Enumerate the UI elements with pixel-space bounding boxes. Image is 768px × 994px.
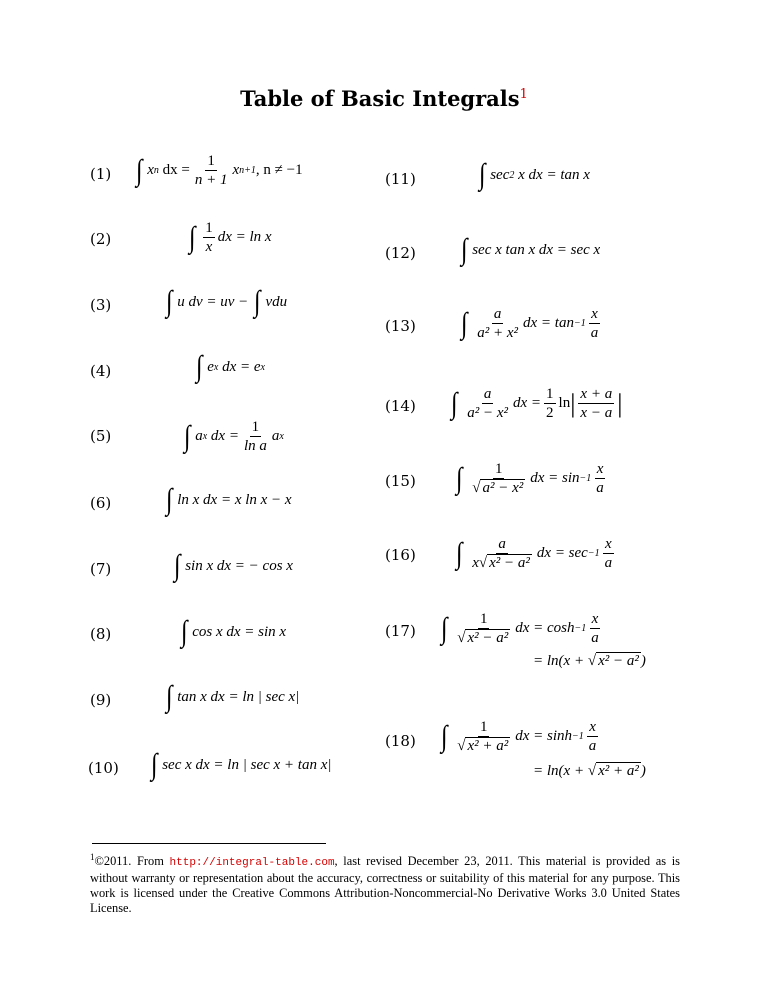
page-title: Table of Basic Integrals$^1$: [240, 86, 528, 111]
formula-1: ∫ x n dx = $\frac{1}{n + 1}$ x n+1 , n ≠ −1: [135, 153, 303, 188]
formula-18: ∫ 1 √ x² + a² dx = sinh −1 x a: [440, 719, 597, 754]
formula-12: ∫ sec x tan x dx = sec x: [460, 233, 601, 266]
eq-number-14: (14): [385, 397, 416, 415]
formula-18-line2: = ln(x + √ x² + a² ): [533, 762, 646, 779]
formula-10: ∫ sec x dx = ln | sec x + tan x|: [150, 748, 332, 781]
eq-number-6: (6): [90, 494, 112, 512]
fraction: 1 √ a² − x²: [472, 461, 524, 496]
integral-sign: ∫: [180, 615, 188, 648]
formula-17: ∫ 1 √ x² − a² dx = cosh −1 x a: [440, 611, 599, 646]
eq-number-5: (5): [90, 427, 112, 445]
fraction: x a: [588, 719, 597, 754]
integral-sign: ∫: [455, 536, 463, 570]
fraction: a a² − x²: [467, 386, 508, 421]
formula-2: ∫ 1 x dx = ln x: [188, 220, 272, 255]
title-footnote-mark[interactable]: 1: [519, 87, 528, 102]
integral-sign: ∫: [135, 153, 143, 187]
eq-number-11: (11): [385, 170, 416, 188]
integral-sign: ∫: [460, 233, 468, 266]
fraction: 1 √ x² + a²: [457, 719, 509, 754]
integral-sign: ∫: [188, 220, 196, 254]
integral-sign: ∫: [165, 285, 173, 318]
formula-4: ∫ e x dx = e x: [195, 350, 265, 383]
formula-16: ∫ a x√ x² − a² dx = sec −1 x a: [455, 536, 613, 571]
formula-7: ∫ sin x dx = − cos x: [173, 549, 293, 582]
footnote-link[interactable]: http://integral-table.com: [169, 857, 335, 870]
eq-number-4: (4): [90, 362, 112, 380]
fraction: $\frac{1}{n + 1}$: [194, 153, 228, 188]
eq-number-15: (15): [385, 472, 416, 490]
formula-15: ∫ 1 √ a² − x² dx = sin −1 x a: [455, 461, 604, 496]
formula-17-line2: = ln(x + √ x² − a² ): [533, 652, 646, 669]
fraction: $\frac{1}{\text{ln a}}$: [243, 419, 267, 454]
fraction: x a: [590, 306, 599, 341]
fraction: a x√ x² − a²: [472, 536, 530, 571]
fraction: 1 √ x² − a²: [457, 611, 509, 646]
fraction: x + a x − a: [580, 386, 613, 421]
eq-number-18: (18): [385, 732, 416, 750]
integral-sign: ∫: [173, 549, 181, 582]
footnote: $^1$©2011. From http://integral-table.com, last revised December 23, 2011. This material is provided as is without warranty or representation about the accuracy, correctness or suitability of this material for any purpose. This work is licensed under the Creative Commons Attribution-Noncommercial-No Derivative Works 3.0 United States License.: [90, 852, 680, 916]
eq-number-17: (17): [385, 622, 416, 640]
eq-number-12: (12): [385, 244, 416, 262]
formula-8: ∫ cos x dx = sin x: [180, 615, 287, 648]
formula-13: ∫ a a² + x² dx = tan −1 x a: [460, 306, 599, 341]
eq-number-13: (13): [385, 317, 416, 335]
fraction: x a: [591, 611, 599, 646]
integral-sign: ∫: [440, 719, 448, 753]
footnote-divider: [92, 843, 326, 844]
eq-number-9: (9): [90, 691, 112, 709]
eq-number-8: (8): [90, 625, 112, 643]
integral-sign: ∫: [455, 461, 463, 495]
formula-6: ∫ ln x dx = x ln x − x: [165, 483, 292, 516]
formula-3: ∫ u dv = uv − ∫ vdu: [165, 285, 288, 318]
fraction: $\frac{1}{2}$: [546, 386, 554, 421]
fraction: x a: [596, 461, 604, 496]
integral-sign: ∫: [460, 306, 468, 340]
integral-sign: ∫: [478, 158, 486, 191]
integral-sign: ∫: [195, 350, 203, 383]
fraction: x a: [604, 536, 613, 571]
integral-sign: ∫: [183, 419, 191, 453]
formula-11: ∫ sec 2 x dx = tan x: [478, 158, 590, 191]
integral-sign: ∫: [440, 611, 448, 645]
integral-sign: ∫: [165, 483, 173, 516]
eq-number-1: (1): [90, 165, 112, 183]
formula-14: ∫ a a² − x² dx = $\frac{1}{2}$ ln | x + a x − a |: [450, 386, 623, 421]
footnote-mark: 1: [90, 852, 95, 862]
eq-number-16: (16): [385, 546, 416, 564]
integral-sign: ∫: [450, 386, 458, 420]
fraction: a a² + x²: [477, 306, 518, 341]
integral-sign: ∫: [150, 748, 158, 781]
fraction: 1 x: [205, 220, 213, 255]
abs-bar: |: [570, 388, 576, 418]
abs-bar: |: [617, 388, 623, 418]
integral-sign: ∫: [254, 285, 261, 318]
formula-5: ∫ a x dx = $\frac{1}{\text{ln a}}$ a x: [183, 419, 284, 454]
eq-number-10: (10): [88, 759, 119, 777]
integral-sign: ∫: [165, 680, 173, 713]
formula-9: ∫ tan x dx = ln | sec x|: [165, 680, 300, 713]
eq-number-7: (7): [90, 560, 112, 578]
eq-number-2: (2): [90, 230, 112, 248]
eq-number-3: (3): [90, 296, 112, 314]
